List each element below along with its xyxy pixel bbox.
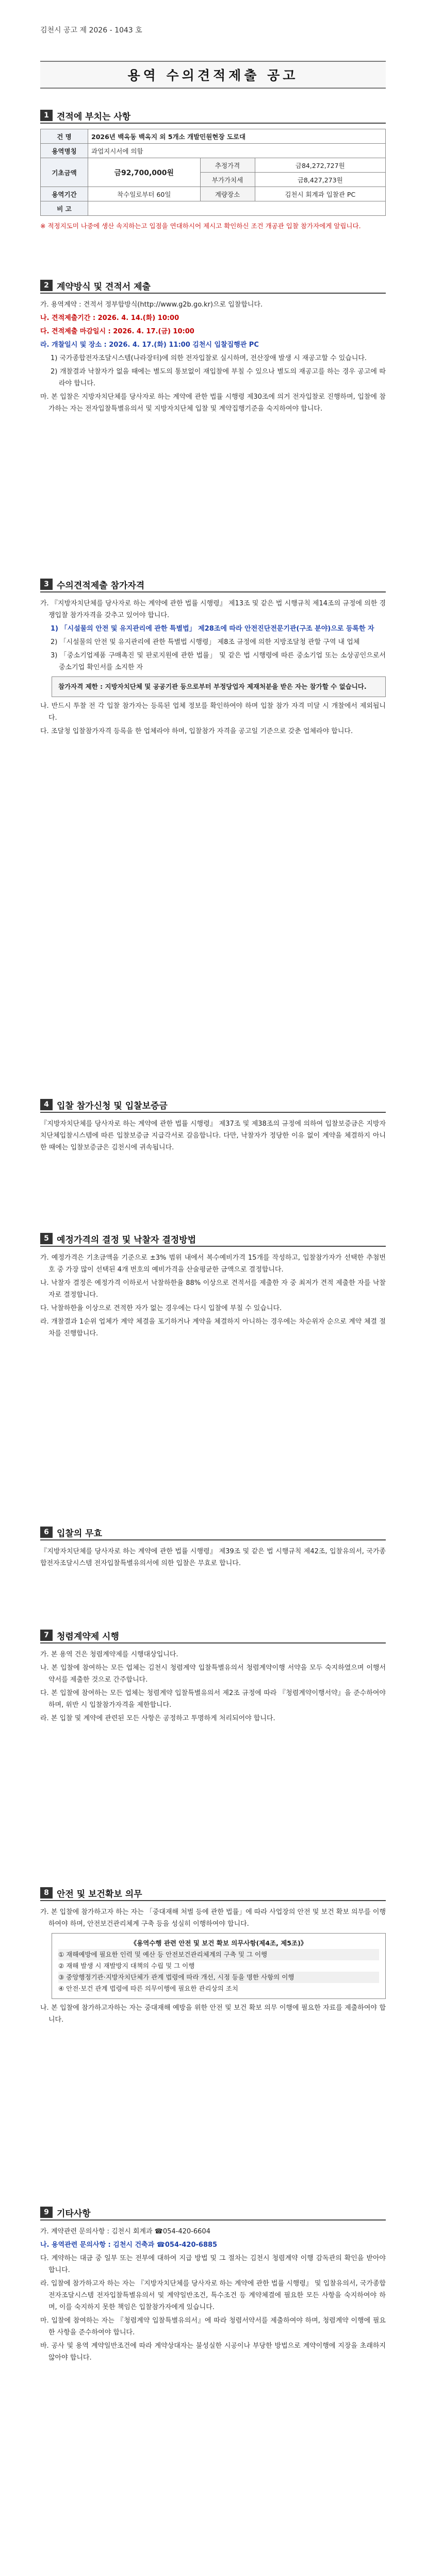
cell-header: 기초금액 — [41, 158, 88, 187]
paragraph: 가. 용역계약 : 견적서 정부합방식(http://www.g2b.go.kr)으로 입찰합니다. — [40, 301, 263, 309]
paragraph: 라. 개찰결과 1순위 업체가 계약 체결을 포기하거나 계약을 체결하지 아니하는 경우에는 차순위자 순으로 계약 체결 절차를 진행합니다. — [40, 1318, 386, 1337]
paragraph: 나. 견적제출기간 : 2026. 4. 14.(화) 10:00 — [40, 314, 179, 322]
section-3 — [40, 577, 386, 739]
section-number: 5 — [40, 1233, 53, 1244]
paragraph: 바. 공사 및 용역 계약일반조건에 따라 계약상대자는 불성실한 시공이나 부당한 방법으로 계약이행에 지장을 초래하지 않아야 합니다. — [40, 2342, 386, 2362]
section-title: 수의견적제출 참가자격 — [57, 580, 145, 591]
section-1-header — [40, 108, 386, 124]
section-number: 3 — [40, 579, 53, 590]
document-title: 용역 수의견적제출 공고 — [127, 68, 299, 83]
cell-header: 용역명칭 — [41, 144, 88, 158]
section-number: 8 — [40, 1887, 53, 1899]
paragraph: 2) 개찰결과 낙찰자가 없을 때에는 별도의 통보없이 재입찰에 부칠 수 있으나 별도의 재공고를 하는 경우 공고에 따라야 합니다. — [51, 368, 386, 387]
paragraph: 다. 조달청 입찰참가자격 등록을 한 업체라야 하며, 입찰참가 자격을 공고일 기준으로 갖춘 업체라야 합니다. — [40, 727, 353, 735]
section-7-header — [40, 1628, 386, 1643]
paragraph: 라. 입찰에 참가하고자 하는 자는 『지방자치단체를 당사자로 하는 계약에 관한 법률 시행령』 및 입찰유의서, 국가종합전자조달시스템 전자입찰특별유의서 및 계약일반조건, 특수조건 등 계약체결에 필요한 모든 사항을 숙지하여야 하며, 이를 숙지하지 못한 책임은 입찰참가자에게 있습니다. — [40, 2280, 386, 2311]
section-number: 4 — [40, 1099, 53, 1110]
section-4-header — [40, 1097, 386, 1113]
paragraph: 가. 계약관련 문의사항 : 김천시 회계과 ☎054-420-6604 — [40, 2228, 210, 2235]
cell-value: 금84,272,727원 — [255, 158, 385, 173]
section-title: 기타사항 — [57, 2208, 91, 2219]
paragraph: 마. 입찰에 참여하는 자는 『청렴계약 입찰특별유의서』에 따라 청렴서약서를 제출하여야 하며, 청렴계약 이행에 필요한 사항을 준수하여야 합니다. — [40, 2317, 386, 2336]
section-4 — [40, 1097, 386, 1155]
cell-value-price: 금92,700,000원 — [88, 158, 201, 187]
section-8-header — [40, 1886, 386, 1901]
section-6 — [40, 1525, 386, 1571]
paragraph: 1) 「시설물의 안전 및 유지관리에 관한 특별법」 제28조에 따라 안전진단전문기관(구조 분야)으로 등록한 자 — [51, 625, 374, 633]
paragraph: 『지방자치단체를 당사자로 하는 계약에 관한 법률 시행령』 제39조 및 같은 법 시행규칙 제42조, 입찰유의서, 국가종합전자조달시스템 전자입찰특별유의서에 의한 입찰은 무효로 합니다. — [40, 1548, 386, 1567]
paragraph: 3) 「중소기업제품 구매촉진 및 판로지원에 관한 법률」 및 같은 법 시행령에 따른 중소기업 또는 소상공인으로서 중소기업 확인서를 소지한 자 — [51, 652, 386, 671]
section-title: 입찰 참가신청 및 입찰보증금 — [57, 1100, 168, 1111]
title-box — [40, 61, 386, 89]
section-title: 견적에 부치는 사항 — [57, 111, 131, 122]
safety-item: ② 재해 발생 시 재발방지 대책의 수립 및 그 이행 — [58, 1962, 195, 1970]
paragraph: 2) 「시설물의 안전 및 유지관리에 관한 특별법 시행령」 제8조 규정에 의한 지방조달청 관할 구역 내 업체 — [51, 638, 360, 646]
paragraph: 마. 본 입찰은 지방자치단체를 당사자로 하는 계약에 관한 법률 시행령 제30조에 의거 전자입찰로 진행하며, 입찰에 참가하는 자는 전자입찰특별유의서 및 지방자치단체 입찰 및 계약집행기준을 숙지하여야 합니다. — [40, 393, 386, 413]
section-title: 예정가격의 결정 및 낙찰자 결정방법 — [57, 1234, 196, 1245]
paragraph: 1) 국가종합전자조달시스템(나라장터)에 의한 전자입찰로 실시하며, 전산장애 발생 시 재공고할 수 있습니다. — [51, 354, 367, 362]
paragraph: 『지방자치단체를 당사자로 하는 계약에 관한 법률 시행령』 제37조 및 제38조의 규정에 의하여 입찰보증금은 지방자치단체입찰시스템에 따른 입찰보증금 지급각서로 갈음합니다. 다만, 낙찰자가 정당한 이유 없이 계약을 체결하지 아니한 때에는 입찰보증금은 김천시에 귀속됩니다. — [40, 1120, 386, 1151]
section-title: 입찰의 무효 — [57, 1528, 103, 1539]
section-5 — [40, 1231, 386, 1341]
section-7 — [40, 1628, 386, 1726]
safety-item: ① 재해예방에 필요한 인력 및 예산 등 안전보건관리체계의 구축 및 그 이행 — [58, 1949, 379, 1960]
paragraph: 다. 계약하는 대금 중 일부 또는 전부에 대하여 지급 방법 및 그 절차는 김천시 청렴계약 이행 감독관의 확인을 받아야 합니다. — [40, 2255, 386, 2274]
paragraph: 나. 본 입찰에 참여하는 모든 업체는 김천시 청렴계약 입찰특별유의서 청렴계약이행 서약을 모두 숙지하였으며 이행서약서를 제출한 것으로 간주합니다. — [40, 1664, 386, 1684]
paragraph: 라. 개찰일시 및 장소 : 2026. 4. 17.(화) 11:00 김천시 입찰집행관 PC — [40, 341, 259, 349]
cell-header: 비 고 — [41, 201, 88, 216]
paragraph: 다. 낙찰하한율 이상으로 견적한 자가 없는 경우에는 다시 입찰에 부칠 수 있습니다. — [40, 1304, 282, 1312]
cell-value: 과업지시서에 의함 — [88, 144, 386, 158]
section-8 — [40, 1886, 386, 2027]
notice-number: 김천시 공고 제 2026 - 1043 호 — [40, 26, 142, 35]
cell-subheader: 부가가치세 — [200, 173, 255, 187]
section-2-header — [40, 278, 386, 294]
cell-value: 금8,427,273원 — [255, 173, 385, 187]
paragraph: 나. 낙찰자 결정은 예정가격 이하로서 낙찰하한율 88% 이상으로 견적서를 제출한 자 중 최저가 견적 제출한 자를 낙찰자로 결정합니다. — [40, 1279, 386, 1299]
safety-box-title: 《용역수행 관련 안전 및 보건 확보 의무사항(제4조, 제5조)》 — [130, 1939, 307, 1947]
safety-item: ③ 중앙행정기관·지방자치단체가 관계 법령에 따라 개선, 시정 등을 명한 사항의 이행 — [58, 1972, 379, 1983]
section-6-header — [40, 1525, 386, 1540]
cell-value: 김천시 회계과 입찰관 PC — [255, 187, 385, 201]
eligibility-box: 참가자격 제한 : 지방자치단체 및 공공기관 등으로부터 부정당업자 제재처분을 받은 자는 참가할 수 없습니다. — [52, 676, 386, 697]
section-title: 안전 및 보건확보 의무 — [57, 1889, 142, 1900]
paragraph: 라. 본 입찰 및 계약에 관련된 모든 사항은 공정하고 투명하게 처리되어야 합니다. — [40, 1715, 275, 1722]
section-2 — [40, 278, 386, 416]
bid-info-table — [40, 129, 386, 216]
paragraph: 가. 예정가격은 기초금액을 기준으로 ±3% 범위 내에서 복수예비가격 15개를 작성하고, 입찰참가자가 선택한 추첨번호 중 가장 많이 선택된 4개 번호의 예비가격을 산술평균한 금액으로 결정합니다. — [40, 1254, 386, 1274]
section-1 — [40, 108, 386, 231]
section-number: 7 — [40, 1630, 53, 1641]
section-9 — [40, 2205, 386, 2365]
cell-value: 착수일로부터 60일 — [88, 187, 201, 201]
paragraph: 가. 『지방자치단체를 당사자로 하는 계약에 관한 법률 시행령』 제13조 및 같은 법 시행규칙 제14조의 규정에 의한 경쟁입찰 참가자격을 갖추고 있어야 합니다. — [40, 600, 386, 619]
section-number: 1 — [40, 110, 53, 121]
section-1-note: ※ 적정지도미 나중에 생산 속지하는고 입점을 연대하시어 제시고 확인하신 조건 개공관 입찰 참가자에게 알립니다. — [40, 222, 361, 230]
cell-header: 용역기간 — [41, 187, 88, 201]
section-9-header — [40, 2205, 386, 2221]
section-3-header — [40, 577, 386, 592]
section-number: 2 — [40, 280, 53, 291]
cell-subheader: 계량장소 — [200, 187, 255, 201]
cell-value: 2026년 백옥동 백옥지 외 5개소 개발민원현장 도로대 — [88, 129, 386, 144]
section-title: 계약방식 및 견적서 제출 — [57, 281, 151, 292]
paragraph: 나. 반드시 투찰 전 각 입찰 참가자는 등록된 업체 정보를 확인하여야 하며 입찰 참가 자격 미달 시 개찰에서 제외됩니다. — [40, 702, 386, 722]
section-title: 청렴계약제 시행 — [57, 1631, 119, 1642]
section-number: 6 — [40, 1527, 53, 1538]
cell-value — [88, 201, 386, 216]
safety-duty-box — [52, 1933, 386, 1999]
paragraph: 다. 본 입찰에 참여하는 모든 업체는 청렴계약 입찰특별유의서 제2조 규정에 따라 『청렴계약이행서약』을 준수하여야 하며, 위반 시 입찰참가자격을 제한합니다. — [40, 1689, 386, 1709]
section-number: 9 — [40, 2207, 53, 2218]
cell-subheader: 추정가격 — [200, 158, 255, 173]
cell-header: 건 명 — [41, 129, 88, 144]
paragraph: 가. 본 용역 건은 청렴계약제를 시행대상입니다. — [40, 1651, 178, 1658]
paragraph: 다. 견적제출 마감일시 : 2026. 4. 17.(금) 10:00 — [40, 328, 194, 335]
paragraph: 가. 본 입찰에 참가하고자 하는 자는 「중대재해 처벌 등에 관한 법률」에 따라 사업장의 안전 및 보건 확보 의무를 이행하여야 하며, 안전보건관리체계 구축 등을 성실히 이행하여야 합니다. — [40, 1908, 386, 1928]
paragraph: 나. 용역관련 문의사항 : 김천시 건축과 ☎054-420-6885 — [40, 2241, 218, 2249]
paragraph: 나. 본 입찰에 참가하고자하는 자는 중대재해 예방을 위한 안전 및 보건 확보 의무 이행에 필요한 자료를 제출하여야 합니다. — [40, 2004, 386, 2024]
section-5-header — [40, 1231, 386, 1247]
safety-item: ④ 안전·보건 관계 법령에 따른 의무이행에 필요한 관리상의 조치 — [58, 1985, 238, 1992]
